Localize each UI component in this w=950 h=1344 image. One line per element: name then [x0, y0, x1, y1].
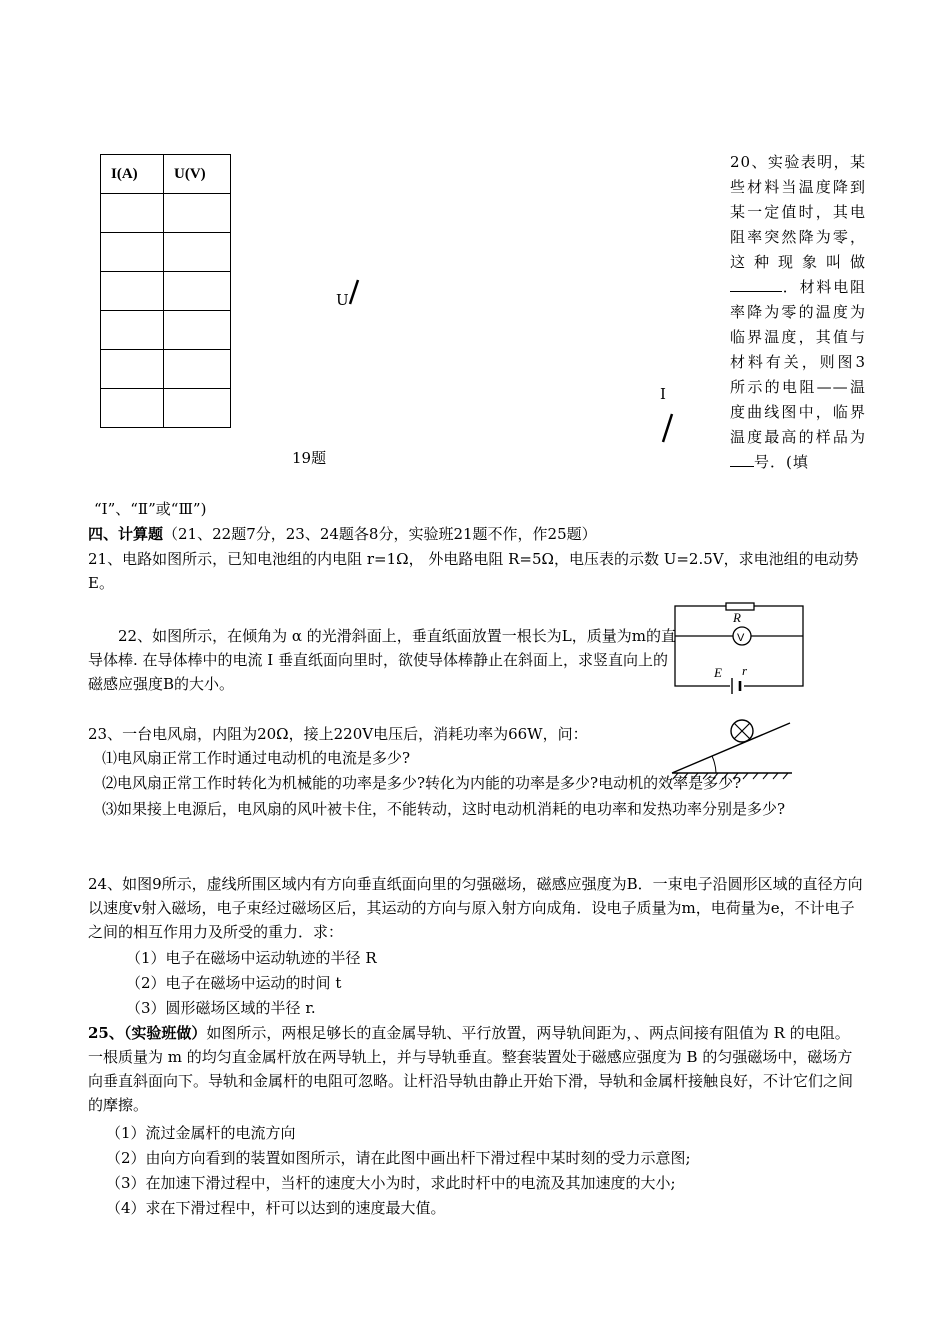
- answer-blank[interactable]: [730, 275, 782, 292]
- table-row: [101, 311, 231, 350]
- q25-sub2: （2）由向方向看到的装置如图所示，请在此图中画出杆下滑过程中某时刻的受力示意图;: [106, 1149, 691, 1167]
- circuit-e-label: E: [714, 665, 722, 680]
- q24-sub2: （2）电子在磁场中运动的时间 t: [126, 974, 342, 992]
- q25-sub1: （1）流过金属杆的电流方向: [106, 1124, 296, 1142]
- table-cell: [101, 311, 164, 350]
- fig-slash-mark: [660, 412, 674, 444]
- q25-text: 25、（实验班做）如图所示，两根足够长的直金属导轨、平行放置，两导轨间距为，、两点间接有阻值为 R 的电阻。一根质量为 m 的均匀直金属杆放在两导轨上，并与导轨垂直。整套装置处于磁感应强度为 B 的匀强磁场中，磁场方向垂直斜面向下。导轨和金属杆的电阻可忽略。让杆沿导轨由静止开始下滑，导轨和金属杆接触良好，不计它们之间的摩擦。: [88, 1024, 854, 1114]
- answer-blank[interactable]: [730, 450, 754, 467]
- table-row: [101, 350, 231, 389]
- fig19-caption: 19题: [292, 449, 327, 467]
- table-cell: [164, 350, 231, 389]
- q25-sub4: （4）求在下滑过程中，杆可以达到的速度最大值。: [106, 1199, 446, 1217]
- table-row: [101, 272, 231, 311]
- table-header-row: [101, 155, 231, 194]
- table-cell: [164, 389, 231, 428]
- q23-sub1: ⑴电风扇正常工作时通过电动机的电流是多少?: [102, 749, 411, 767]
- table-cell: [164, 194, 231, 233]
- fig-i-label: I: [660, 385, 666, 403]
- q20-text: 20、实验表明，某些材料当温度降到某一定值时，其电阻率突然降为零，这种现象叫做．材料电阻率降为零的温度为临界温度，其值与材料有关，则图3所示的电阻——温度曲线图中，临界温度最高的样品为号．(填: [730, 153, 866, 471]
- table-cell: [101, 350, 164, 389]
- circuit-r-label: R: [733, 610, 741, 625]
- table-row: [101, 233, 231, 272]
- table-row: [101, 194, 231, 233]
- circuit-internal-r-label: r: [742, 663, 748, 678]
- table-header-voltage: U(V): [164, 155, 231, 194]
- table-header-current: I(A): [101, 155, 164, 194]
- table-cell: [101, 194, 164, 233]
- fig19-u-label: U: [336, 291, 349, 309]
- q20-tail: “I”、“Ⅱ”或“Ⅲ”): [94, 500, 207, 518]
- q24-sub3: （3）圆形磁场区域的半径 r.: [126, 999, 316, 1017]
- table-cell: [101, 389, 164, 428]
- fig19-slash-mark: [346, 278, 360, 306]
- circuit-v-label: V: [737, 632, 745, 644]
- q23-sub2: ⑵电风扇正常工作时转化为机械能的功率是多少?转化为内能的功率是多少?电动机的效率是多少?: [102, 774, 742, 792]
- q23-text: 23、一台电风扇，内阻为20Ω，接上220V电压后，消耗功率为66W，问：: [88, 725, 588, 743]
- incline-diagram: [668, 713, 798, 779]
- table-cell: [101, 233, 164, 272]
- table-row: [101, 389, 231, 428]
- q25-sub3: （3）在加速下滑过程中，当杆的速度大小为时，求此时杆中的电流及其加速度的大小;: [106, 1174, 676, 1192]
- resistor-symbol: [726, 603, 754, 610]
- section-heading: 四、计算题（21、22题7分，23、24题各8分，实验班21题不作，作25题）: [88, 525, 597, 543]
- q19-data-table: [100, 154, 231, 428]
- q23-sub3: ⑶如果接上电源后，电风扇的风叶被卡住，不能转动，这时电动机消耗的电功率和发热功率分别是多少?: [102, 800, 786, 818]
- q24-sub1: （1）电子在磁场中运动轨迹的半径 R: [126, 949, 377, 967]
- table-cell: [164, 272, 231, 311]
- table-cell: [164, 233, 231, 272]
- q24-text: 24、如图9所示，虚线所围区域内有方向垂直纸面向里的匀强磁场，磁感应强度为B．一束电子沿圆形区域的直径方向以速度v射入磁场，电子束经过磁场区后，其运动的方向与原入射方向成角．设电子质量为m，电荷量为e，不计电子之间的相互作用力及所受的重力．求：: [88, 875, 863, 941]
- q22-text: 22、如图所示，在倾角为 α 的光滑斜面上，垂直纸面放置一根长为L，质量为m的直导体棒. 在导体棒中的电流 I 垂直纸面向里时，欲使导体棒静止在斜面上，求竖直向上的磁感应强度B的大小。: [88, 627, 676, 693]
- table-cell: [101, 272, 164, 311]
- q21-text: 21、电路如图所示，已知电池组的内电阻 r=1Ω， 外电路电阻 R=5Ω，电压表的示数 U=2.5V，求电池组的电动势 E。: [88, 550, 859, 592]
- table-cell: [164, 311, 231, 350]
